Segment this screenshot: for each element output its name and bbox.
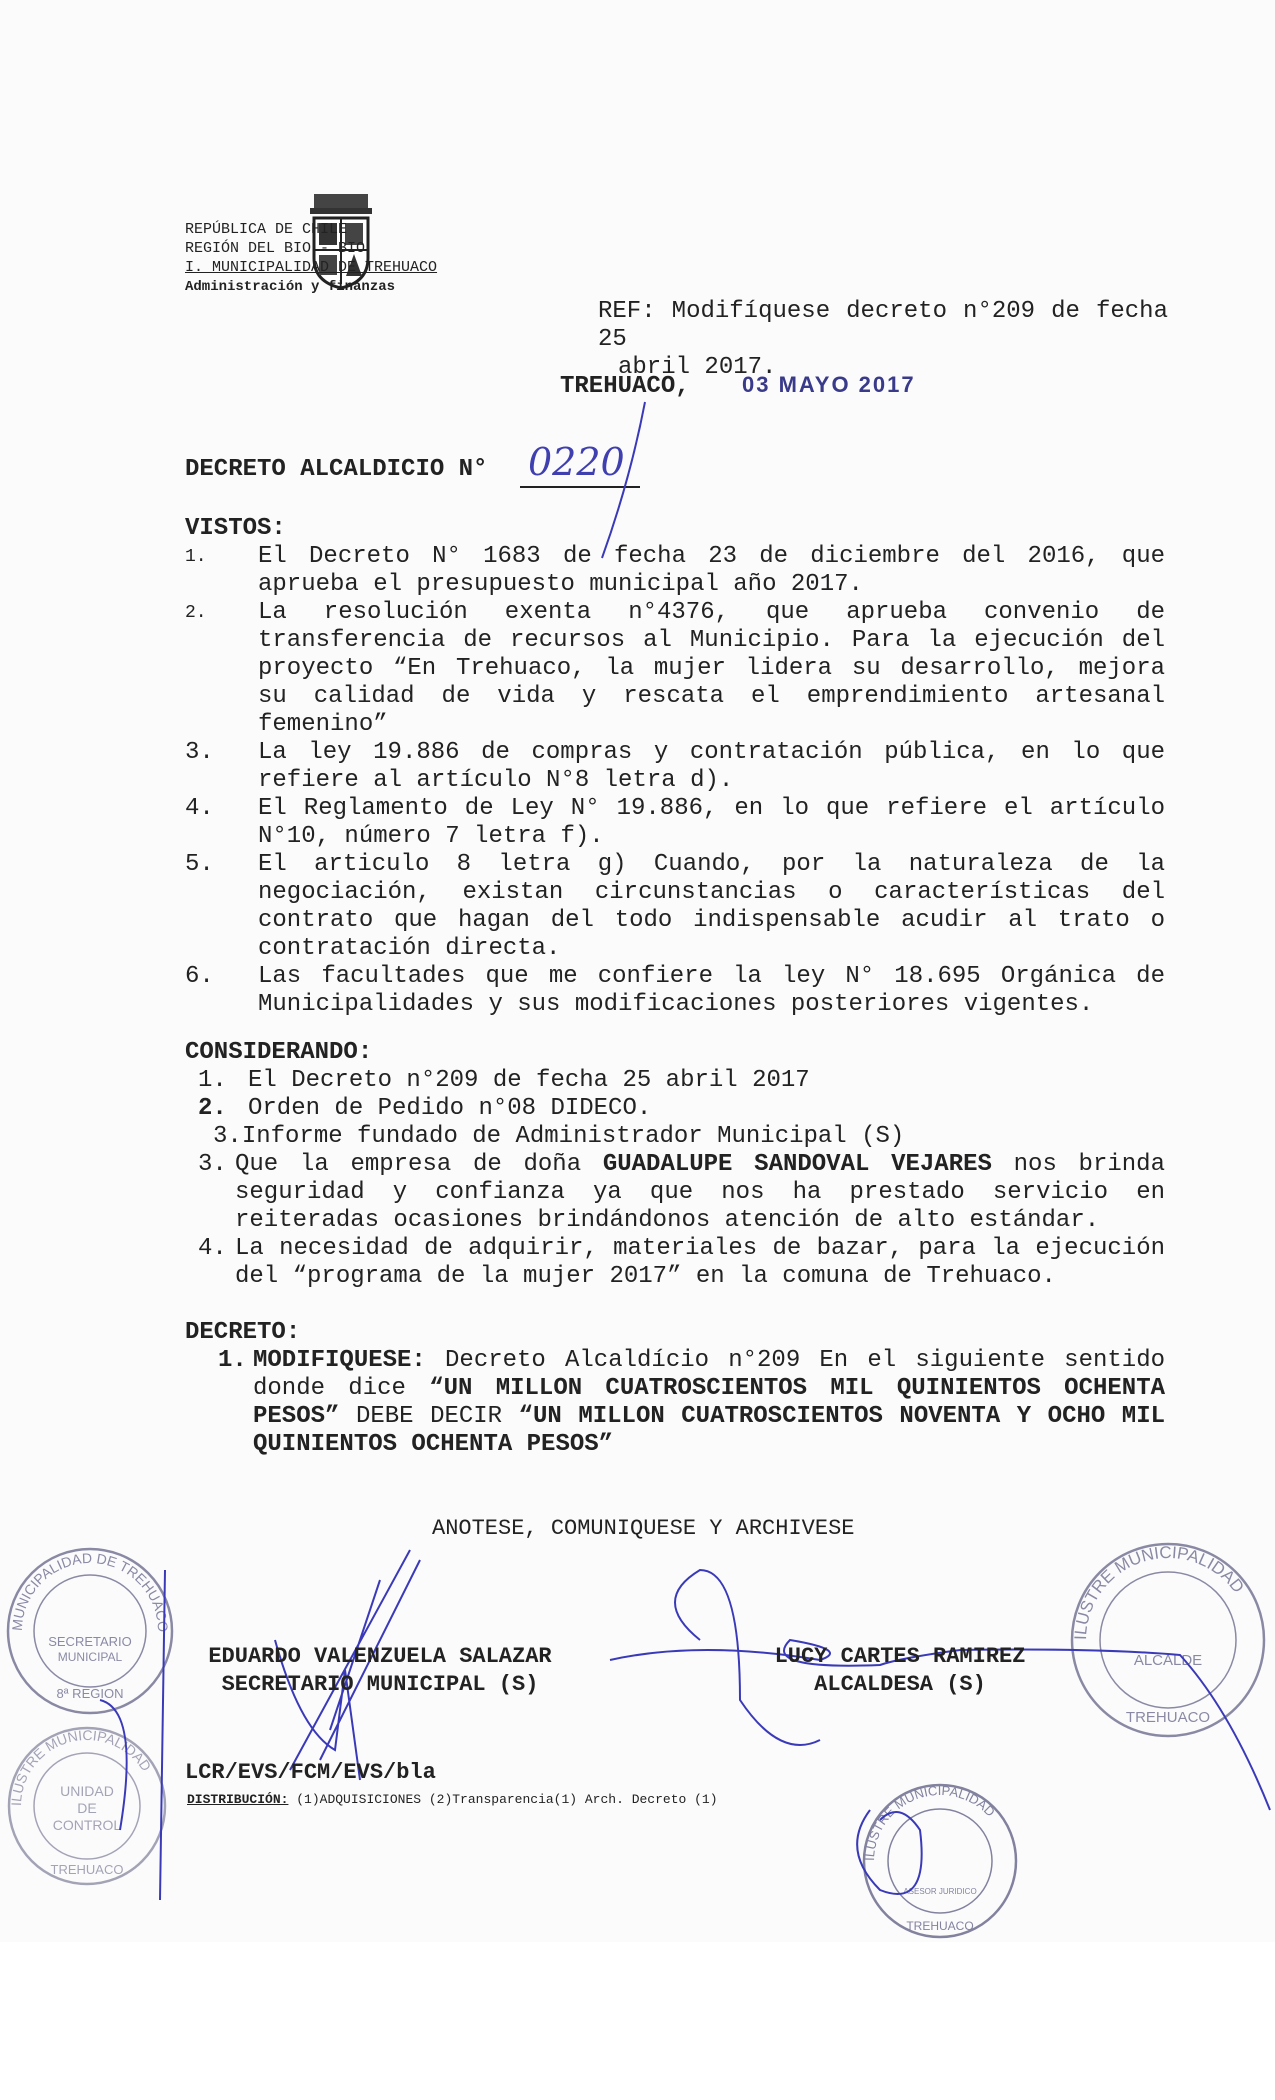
item-number: 1. bbox=[198, 1067, 227, 1094]
item-number: 4. bbox=[198, 1235, 227, 1262]
signatory-name: LUCY CARTES RAMIREZ bbox=[774, 1644, 1026, 1669]
vistos-item-text: El Decreto N° 1683 de fecha 23 de diciembre del 2016, que aprueba el presupuesto municipal año 2017. bbox=[258, 543, 1165, 598]
svg-text:TREHUACO: TREHUACO bbox=[906, 1919, 974, 1933]
svg-text:TREHUACO: TREHUACO bbox=[1125, 1709, 1211, 1726]
vistos-item-text: El articulo 8 letra g) Cuando, por la naturaleza de la negociación, existan circunstancias o características del contrato que hagan del todo indispensable acudir al trato o contratación directa. bbox=[258, 851, 1165, 962]
svg-text:MUNICIPALIDAD DE TREHUACO: MUNICIPALIDAD DE TREHUACO bbox=[8, 1549, 172, 1633]
signatory-mayor bbox=[740, 1643, 1060, 1699]
considerando-item: Orden de Pedido n°08 DIDECO. bbox=[248, 1095, 652, 1122]
item-number: 1. bbox=[185, 547, 207, 567]
vistos-item bbox=[185, 851, 1165, 963]
reference bbox=[598, 298, 1168, 382]
item-number: 3. bbox=[213, 1123, 242, 1150]
date-stamp: 03 MAYO 2017 bbox=[742, 372, 916, 397]
considerando-section bbox=[185, 1039, 1165, 1291]
decree-title: DECRETO ALCALDICIO N° bbox=[185, 456, 488, 483]
page-margin bbox=[0, 1942, 1275, 2100]
vistos-item-text: El Reglamento de Ley N° 19.886, en lo que refiere el artículo N°10, número 7 letra f). bbox=[258, 795, 1165, 850]
item-number: 3. bbox=[185, 739, 214, 766]
vistos-item-text: La resolución exenta n°4376, que aprueba convenio de transferencia de recursos al Municipio. Para la ejecución del proyecto “En Trehuaco, la mujer lidera su desarrollo, mejora su calidad de vida y rescata el emprendimiento artesanal femenino” bbox=[258, 599, 1165, 738]
item-number: 6. bbox=[185, 963, 214, 990]
vistos-item bbox=[185, 599, 1165, 739]
vistos-item bbox=[185, 543, 1165, 599]
decreto-item: MODIFIQUESE: Decreto Alcaldício n°209 En el siguiente sentido donde dice “UN MILLON CUATROSCIENTOS MIL QUINIENTOS OCHENTA PESOS” DEBE DECIR “UN MILLON CUATROSCIENTOS NOVENTA Y OCHO MIL QUINIENTOS OCHENTA PESOS” bbox=[253, 1347, 1166, 1458]
signatures-block bbox=[185, 1643, 1165, 1699]
item-number: 3. bbox=[198, 1151, 227, 1178]
item-number: 2. bbox=[198, 1095, 227, 1122]
place: TREHUACO, bbox=[560, 373, 690, 400]
decreto-section bbox=[185, 1319, 1165, 1459]
svg-text:ASESOR JURIDICO: ASESOR JURIDICO bbox=[903, 1887, 977, 1896]
document-body bbox=[185, 515, 1165, 1809]
svg-text:DE: DE bbox=[77, 1800, 97, 1816]
svg-text:ILUSTRE MUNICIPALIDAD: ILUSTRE MUNICIPALIDAD bbox=[7, 1726, 155, 1807]
company-name: GUADALUPE SANDOVAL VEJARES bbox=[602, 1151, 992, 1178]
item-number: 1. bbox=[218, 1347, 247, 1374]
vistos-item bbox=[185, 963, 1165, 1019]
svg-text:ILUSTRE MUNICIPALIDAD: ILUSTRE MUNICIPALIDAD bbox=[1070, 1542, 1248, 1641]
svg-text:TREHUACO: TREHUACO bbox=[50, 1862, 124, 1877]
considerando-item: Informe fundado de Administrador Municipal (S) bbox=[241, 1123, 905, 1150]
letterhead bbox=[185, 220, 437, 297]
letterhead-country: REPÚBLICA DE CHILE bbox=[185, 221, 348, 238]
svg-text:UNIDAD: UNIDAD bbox=[60, 1783, 114, 1799]
signatory-name: EDUARDO VALENZUELA SALAZAR bbox=[208, 1644, 552, 1669]
svg-text:8ª REGION: 8ª REGION bbox=[56, 1686, 124, 1701]
considerando-item: La necesidad de adquirir, materiales de bazar, para la ejecución del “programa de la mujer 2017” en la comuna de Trehuaco. bbox=[235, 1235, 1165, 1290]
svg-text:SECRETARIO: SECRETARIO bbox=[48, 1634, 132, 1649]
considerando-item: Que la empresa de doña GUADALUPE SANDOVAL VEJARES nos brinda seguridad y confianza ya que nos ha prestado servicio en reiteradas ocasiones brindándonos atención de alto estándar. bbox=[235, 1151, 1165, 1234]
signatory-secretary bbox=[180, 1643, 580, 1699]
item-number: 5. bbox=[185, 851, 214, 878]
reference-line-1: REF: Modifíquese decreto n°209 de fecha 25 bbox=[598, 298, 1168, 353]
decreto-title: DECRETO: bbox=[185, 1319, 301, 1346]
svg-text:CONTROL: CONTROL bbox=[52, 1817, 122, 1833]
svg-text:ILUSTRE MUNICIPALIDAD: ILUSTRE MUNICIPALIDAD bbox=[861, 1782, 999, 1862]
vistos-item-text: La ley 19.886 de compras y contratación pública, en lo que refiere al artículo N°8 letra d). bbox=[258, 739, 1165, 794]
vistos-item bbox=[185, 795, 1165, 851]
vistos-item-text: Las facultades que me confiere la ley N° 18.695 Orgánica de Municipalidades y sus modificaciones posteriores vigentes. bbox=[258, 963, 1165, 1018]
letterhead-region: REGIÓN DEL BIO - BIO bbox=[185, 240, 366, 257]
decree-number: 0220 bbox=[528, 440, 625, 484]
letterhead-department: Administración y finanzas bbox=[185, 279, 396, 295]
considerando-title: CONSIDERANDO: bbox=[185, 1039, 373, 1066]
distribution-text: (1)ADQUISICIONES (2)Transparencia(1) Arch. Decreto (1) bbox=[296, 1792, 718, 1807]
vistos-section bbox=[185, 515, 1165, 1019]
distribution-label: DISTRIBUCIÓN: bbox=[187, 1792, 289, 1807]
svg-text:MUNICIPAL: MUNICIPAL bbox=[57, 1650, 123, 1664]
initials: LCR/EVS/FCM/EVS/bla bbox=[185, 1760, 436, 1785]
considerando-item: El Decreto n°209 de fecha 25 abril 2017 bbox=[248, 1067, 810, 1094]
item-number: 2. bbox=[185, 603, 207, 623]
vistos-item bbox=[185, 739, 1165, 795]
letterhead-municipality: I. MUNICIPALIDAD DE TREHUACO bbox=[185, 259, 438, 276]
svg-text:ALCALDE: ALCALDE bbox=[1133, 1652, 1203, 1669]
reference-line-2: abril 2017. bbox=[618, 354, 777, 381]
signatory-role: SECRETARIO MUNICIPAL (S) bbox=[221, 1672, 539, 1697]
signatory-role: ALCALDESA (S) bbox=[814, 1672, 986, 1697]
vistos-title: VISTOS: bbox=[185, 515, 286, 542]
distribution bbox=[185, 1791, 1165, 1809]
item-number: 4. bbox=[185, 795, 214, 822]
closing-formula: ANOTESE, COMUNIQUESE Y ARCHIVESE bbox=[432, 1516, 855, 1541]
